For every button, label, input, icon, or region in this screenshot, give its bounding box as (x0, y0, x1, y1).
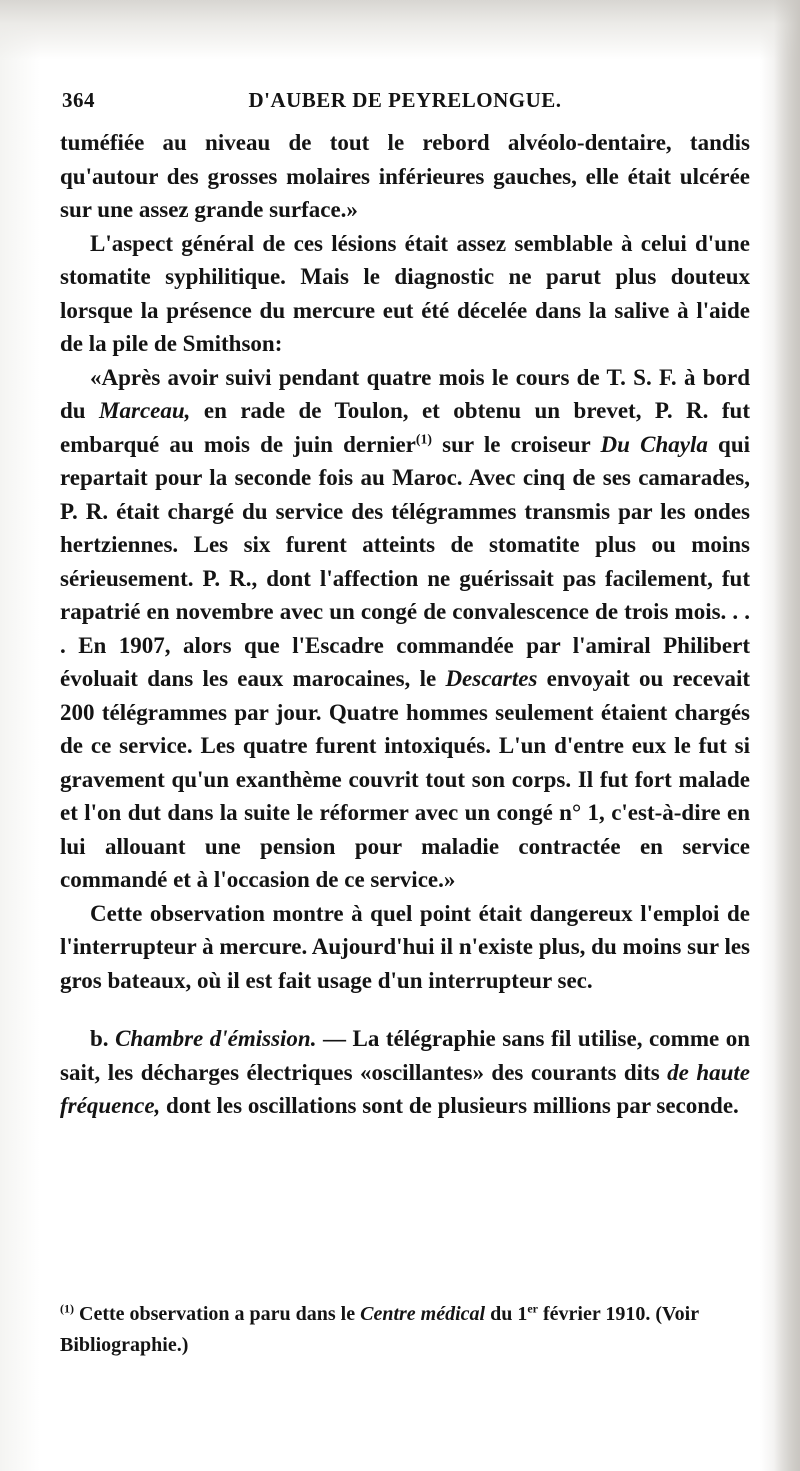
running-head: D'AUBER DE PEYRELONGUE. (248, 88, 562, 112)
text-segment: Cette observation a paru dans le (74, 1303, 361, 1325)
page-number: 364 (62, 88, 95, 112)
page-header (62, 82, 748, 116)
text-segment: sur le croiseur (432, 431, 601, 457)
italic-term: de haute fréquence, (60, 1059, 751, 1118)
text-segment: envoyait ou recevait 200 télégrammes par jour. Quatre hommes seulement étaient chargés de ce service. Les quatre furent intoxiqués. L'un d'entre eux le fut si gravement qu'un exanthème couvrit tout son corps. Il fut fort malade et l'on dut dans la suite le réformer avec un congé n° 1, c'est-à-dire en lui allouant une pension pour maladie contractée en service commandé et à l'occasion de ce service.» (60, 666, 751, 892)
ship-name-descartes: Descartes (445, 666, 538, 691)
journal-title: Centre médical (360, 1303, 486, 1325)
footnote-marker: (1) (60, 1301, 74, 1316)
paragraph-5-section (60, 1022, 750, 1123)
paragraph-2: L'aspect général de ces lésions était assez semblable à celui d'une stomatite syphilitique. Mais le diagnostic ne parut plus douteux lorsque la présence du mercure eut été décelée dans la salive à l'aide de la pile de Smithson: (60, 230, 750, 356)
ordinal-suffix: er (527, 1301, 538, 1316)
footnote (60, 1299, 750, 1361)
footnote-ref: (1) (415, 430, 432, 446)
text-segment: — La télégraphie sans fil utilise, comme on sait, les décharges électriques «oscillantes» des courants dits (60, 1026, 750, 1085)
body-text (60, 126, 750, 1123)
text-segment: qui repartait pour la seconde fois au Maroc. Avec cinq de ses camarades, P. R. était chargé du service des télégrammes transmis par les ondes hertziennes. Les six furent atteints de stomatite plus ou moins sérieusement. P. R., dont l'affection ne guérissait pas facilement, fut rapatrié en novembre avec un congé de convalescence de trois mois. . . . En 1907, alors que l'Escadre commandée par l'amiral Philibert évoluait dans les eaux marocaines, le (60, 431, 751, 691)
paragraph-1: tuméfiée au niveau de tout le rebord alvéolo-dentaire, tandis qu'autour des grosses molaires inférieures gauches, elle était ulcérée sur une assez grande surface.» (60, 130, 750, 222)
text-segment: «Après avoir suivi pendant quatre mois le cours de T. S. F. à bord du (60, 364, 750, 423)
paragraph-3-quote (60, 361, 750, 897)
footnote-text (60, 1299, 750, 1361)
text-segment: dont les oscillations sont de plusieurs millions par seconde. (160, 1093, 739, 1118)
paragraph-4: Cette observation montre à quel point était dangereux l'emploi de l'interrupteur à mercure. Aujourd'hui il n'existe plus, du moins sur les gros bateaux, où il est fait usage d'un interrupteur sec. (60, 900, 750, 993)
ship-name-du-chayla: Du Chayla (600, 431, 708, 457)
text-segment: en rade de Toulon, et obtenu un brevet, P. R. fut embarqué au mois de juin dernier (60, 398, 750, 457)
text-segment: février 1910. (Voir Bibliographie.) (60, 1303, 699, 1356)
section-letter: b. (90, 1026, 116, 1051)
section-title: Chambre d'émission. (115, 1026, 317, 1051)
scan-shadow-right (774, 0, 800, 1471)
scan-shadow-top (0, 0, 800, 60)
text-segment: du 1 (485, 1303, 528, 1325)
ship-name-marceau: Marceau, (99, 398, 191, 423)
